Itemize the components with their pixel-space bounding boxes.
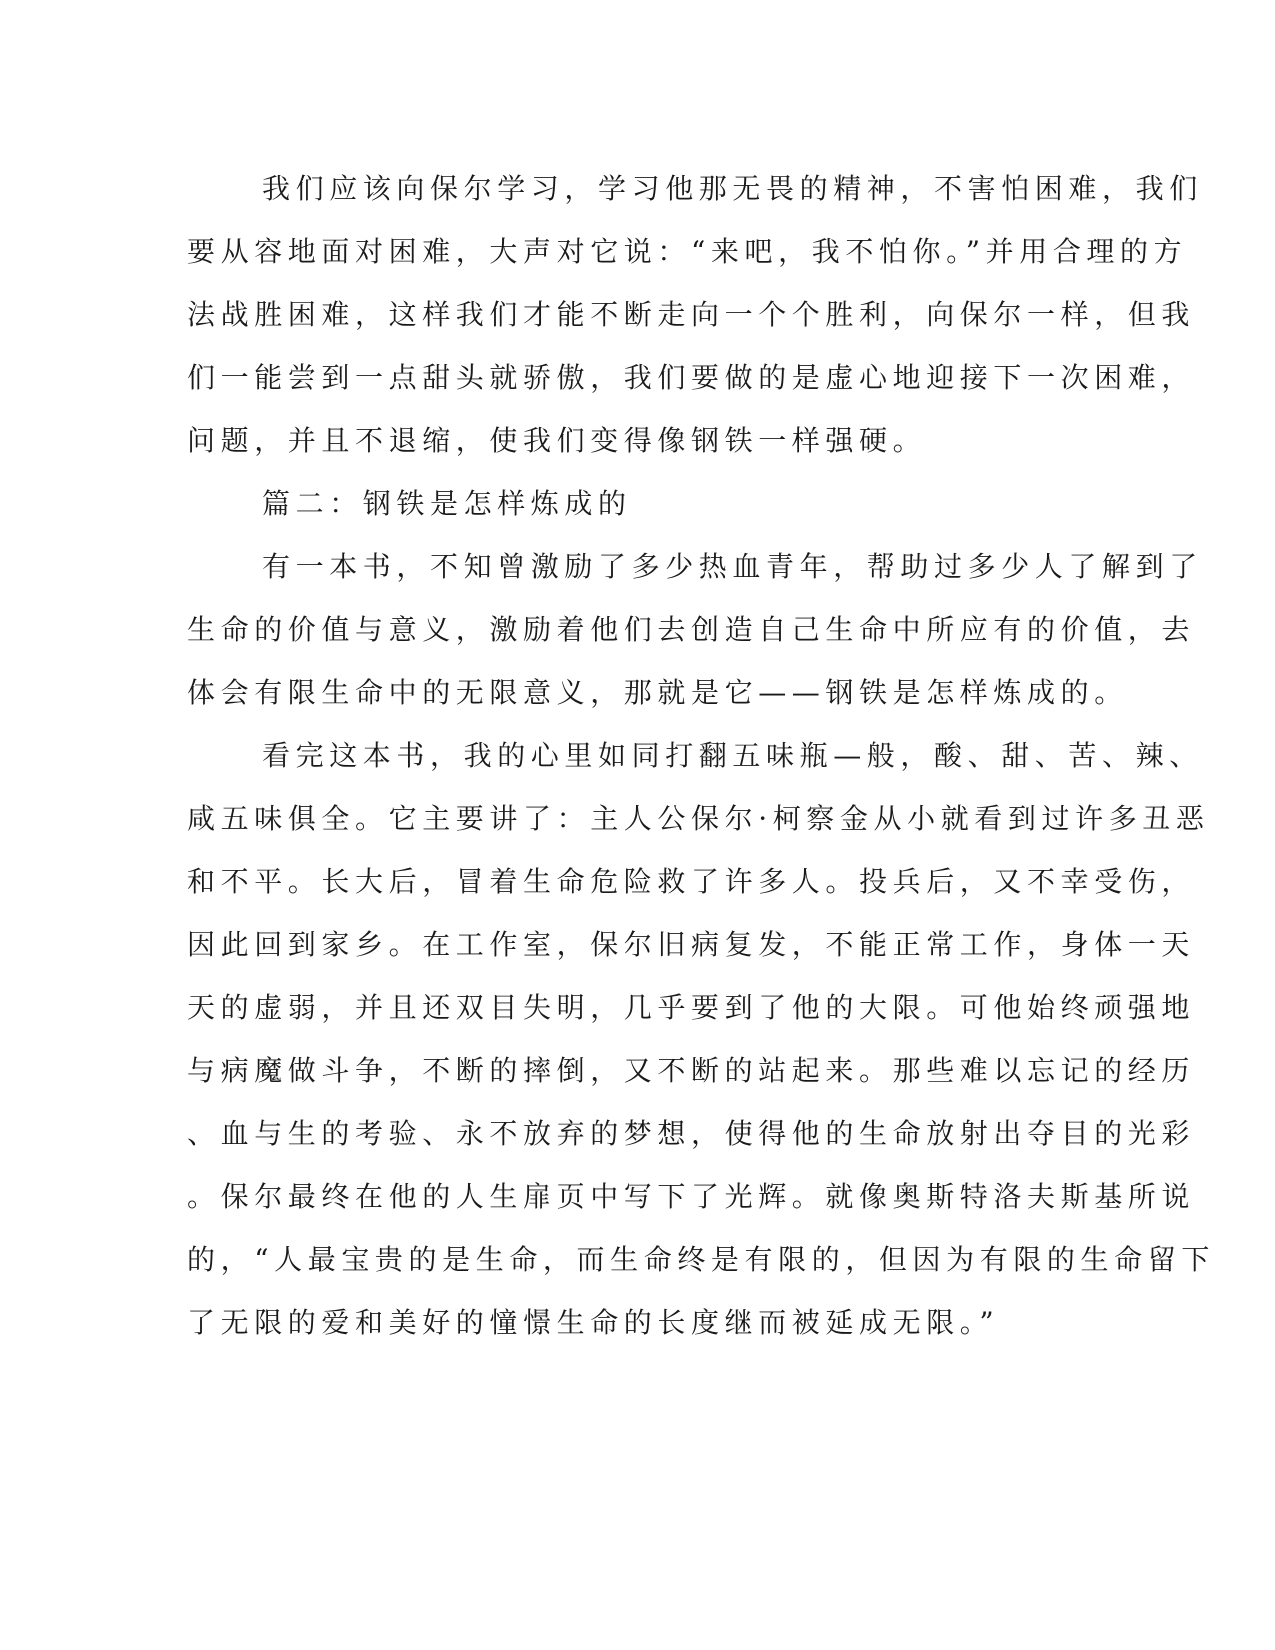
paragraph-2-line-1: 有一本书，不知曾激励了多少热血青年，帮助过多少人了解到了 [262, 550, 1203, 583]
paragraph-3-line-8: 。保尔最终在他的人生扉页中写下了光辉。就像奥斯特洛夫斯基所说 [187, 1180, 1196, 1213]
paragraph-3-line-2: 咸五味俱全。它主要讲了：主人公保尔·柯察金从小就看到过许多丑恶 [187, 802, 1210, 835]
paragraph-1-line-3: 法战胜困难，这样我们才能不断走向一个个胜利，向保尔一样，但我 [187, 298, 1196, 331]
paragraph-1-line-2: 要从容地面对困难，大声对它说：“来吧，我不怕你。”并用合理的方 [187, 235, 1188, 268]
paragraph-2-line-3: 体会有限生命中的无限意义，那就是它——钢铁是怎样炼成的。 [187, 676, 1128, 709]
paragraph-3-line-9: 的，“人最宝贵的是生命，而生命终是有限的，但因为有限的生命留下 [187, 1243, 1215, 1276]
paragraph-3-line-7: 、血与生的考验、永不放弃的梦想，使得他的生命放射出夺目的光彩 [187, 1117, 1196, 1150]
document-body [187, 157, 1215, 1354]
paragraph-2-line-2: 生命的价值与意义，激励着他们去创造自己生命中所应有的价值，去 [187, 613, 1196, 646]
paragraph-3-line-1: 看完这本书，我的心里如同打翻五味瓶—般，酸、甜、苦、辣、 [262, 739, 1203, 772]
paragraph-1-line-4: 们一能尝到一点甜头就骄傲，我们要做的是虚心地迎接下一次困难， [187, 361, 1196, 394]
paragraph-3-line-5: 天的虚弱，并且还双目失明，几乎要到了他的大限。可他始终顽强地 [187, 991, 1196, 1024]
paragraph-3-line-3: 和不平。长大后，冒着生命危险救了许多人。投兵后，又不幸受伤， [187, 865, 1196, 898]
paragraph-3-line-4: 因此回到家乡。在工作室，保尔旧病复发，不能正常工作，身体一天 [187, 928, 1196, 961]
paragraph-3-line-6: 与病魔做斗争，不断的摔倒，又不断的站起来。那些难以忘记的经历 [187, 1054, 1196, 1087]
paragraph-1-line-1: 我们应该向保尔学习，学习他那无畏的精神，不害怕困难，我们 [262, 172, 1203, 205]
section-heading: 篇二：钢铁是怎样炼成的 [262, 487, 632, 520]
paragraph-3-line-10: 了无限的爱和美好的憧憬生命的长度继而被延成无限。” [187, 1306, 1000, 1339]
paragraph-1-line-5: 问题，并且不退缩，使我们变得像钢铁一样强硬。 [187, 424, 927, 457]
